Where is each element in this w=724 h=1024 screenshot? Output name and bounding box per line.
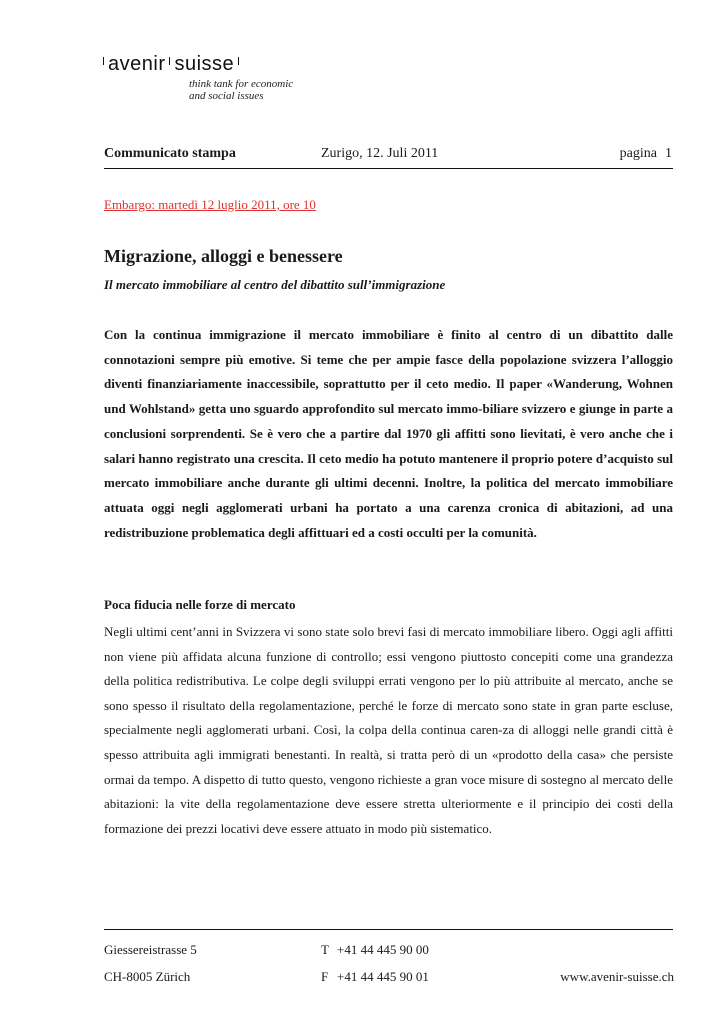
- section-body: Negli ultimi cent’anni in Svizzera vi sono state solo brevi fasi di mercato immobiliare libero. Oggi agli affitti non viene più affidata alcuna funzione di controllo; essi vengono piuttosto concepiti come una grandezza della politica redistributiva. Le colpe degli sviluppi errati vengono per lo più attribuite al mercato, anche se sono spesso il risultato della regolamentazione, perché le forze di mercato sono state in gran parte escluse, specialmente negli agglomerati urbani. Così, la colpa della continua caren-za di alloggi nelle grandi città è spesso attribuita agli immigrati benestanti. In realtà, si tratta però di un «prodotto della casa» che persiste ormai da tempo. A dispetto di tutto questo, vengono richieste a gran voce misure di sostegno al mercato delle abitazioni: la vite della regolamentazione deve essere stretta ulteriormente e il principio dei costi della formazione dei prezzi locativi deve essere attuato in modo più sistematico.: [104, 624, 673, 836]
- footer-divider: [104, 929, 673, 930]
- header-meta-row: [104, 146, 672, 166]
- footer-website: www.avenir-suisse.ch: [560, 969, 674, 984]
- page-number: 1: [665, 146, 672, 161]
- page-label: pagina: [619, 146, 657, 161]
- document-type: Communicato stampa: [104, 146, 236, 161]
- fax-number: +41 44 445 90 01: [337, 969, 429, 984]
- tagline-line-1: think tank for economic: [189, 78, 294, 90]
- logo-left-text: avenir: [108, 53, 166, 75]
- phone-number: +41 44 445 90 00: [337, 942, 429, 957]
- logo: [103, 52, 294, 102]
- fax-label: F: [321, 969, 329, 984]
- footer-phone: [321, 942, 429, 958]
- logo-right-text: suisse: [174, 53, 235, 75]
- section-heading: Poca fiducia nelle forze di mercato: [104, 597, 296, 612]
- footer-fax: [321, 969, 429, 985]
- page-title: Migrazione, alloggi e benessere: [104, 246, 343, 266]
- logo-divider: [103, 57, 104, 65]
- tagline: [189, 78, 349, 102]
- footer-street: Giessereistrasse 5: [104, 942, 197, 957]
- lead-paragraph: Con la continua immigrazione il mercato immobiliare è finito al centro di un dibattito dalle connotazioni sempre più emotive. Si teme che per ampie fasce della popolazione svizzera l’alloggio diventi finanziariamente inaccessibile, soprattutto per il ceto medio. Il paper «Wanderung, Wohnen und Wohlstand» getta uno sguardo approfondito sul mercato immo-biliare svizzero e giunge in parte a conclusioni sorprendenti. Se è vero che a partire dal 1970 gli affitti sono lievitati, è vero anche che i salari hanno registrato una crescita. Il ceto medio ha potuto mantenere il proprio potere d’acquisto sul mercato immobiliare anche durante gli ultimi decenni. Inoltre, la politica del mercato immobiliare attuata oggi negli agglomerati urbani ha portato a una carenza cronica di abitazioni, ad una redistribuzione problematica degli affittuari ed a costi occulti per la comunità.: [104, 327, 673, 540]
- logo-divider: [238, 57, 239, 65]
- page-indicator: [620, 146, 672, 162]
- embargo-notice: Embargo: martedì 12 luglio 2011, ore 10: [104, 197, 316, 212]
- document-date: Zurigo, 12. Juli 2011: [321, 146, 439, 161]
- logo-divider: [169, 57, 170, 65]
- page-subtitle: Il mercato immobiliare al centro del dibattito sull’immigrazione: [104, 277, 446, 292]
- logo-wordmark: [103, 52, 243, 76]
- header-divider: [104, 168, 673, 169]
- footer-city: CH-8005 Zürich: [104, 969, 191, 984]
- tagline-line-2: and social issues: [189, 90, 264, 102]
- phone-label: T: [321, 942, 329, 957]
